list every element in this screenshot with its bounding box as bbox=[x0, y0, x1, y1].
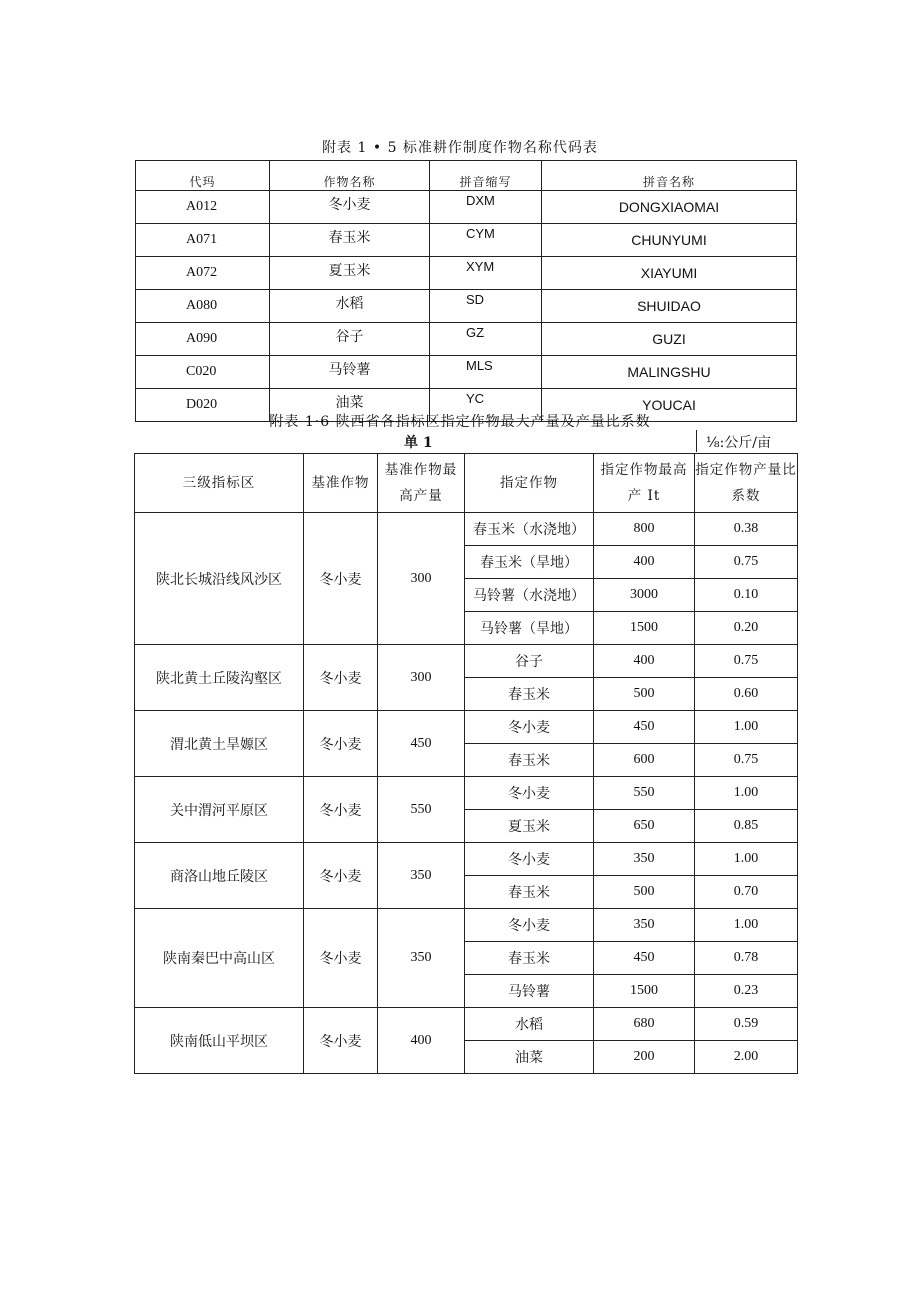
header-base-max-yield: 基准作物最高产量 bbox=[378, 454, 465, 513]
region-cell: 陕北黄土丘陵沟壑区 bbox=[135, 645, 304, 711]
table-row bbox=[135, 645, 798, 678]
base-crop-cell: 冬小麦 bbox=[304, 909, 378, 1008]
region-cell: 渭北黄土旱嫄区 bbox=[135, 711, 304, 777]
target-max-cell: 350 bbox=[594, 843, 695, 876]
table-row bbox=[136, 356, 797, 389]
ratio-cell: 1.00 bbox=[695, 843, 798, 876]
pinyin-cell: DONGXIAOMAI bbox=[542, 191, 797, 224]
table-row bbox=[136, 191, 797, 224]
header-code: 代玛 bbox=[136, 161, 270, 191]
target-max-cell: 500 bbox=[594, 678, 695, 711]
code-cell: A072 bbox=[136, 257, 270, 290]
base-max-cell: 350 bbox=[378, 843, 465, 909]
base-max-cell: 300 bbox=[378, 645, 465, 711]
crop-cell: 春玉米 bbox=[270, 224, 430, 257]
target-crop-cell: 冬小麦 bbox=[465, 777, 594, 810]
target-max-cell: 450 bbox=[594, 711, 695, 744]
base-crop-cell: 冬小麦 bbox=[304, 843, 378, 909]
header-target-crop: 指定作物 bbox=[465, 454, 594, 513]
crop-cell: 油菜 bbox=[270, 389, 430, 422]
table16-unit-label: 单 1 bbox=[404, 435, 433, 451]
code-cell: A071 bbox=[136, 224, 270, 257]
code-cell: D020 bbox=[136, 389, 270, 422]
table16-header-row bbox=[135, 454, 798, 513]
table-row bbox=[135, 513, 798, 546]
yield-ratio-table-body bbox=[135, 454, 798, 1074]
target-max-cell: 500 bbox=[594, 876, 695, 909]
base-max-cell: 450 bbox=[378, 711, 465, 777]
table-row bbox=[136, 290, 797, 323]
pinyin-cell: XIAYUMI bbox=[542, 257, 797, 290]
ratio-cell: 0.59 bbox=[695, 1008, 798, 1041]
ratio-cell: 0.75 bbox=[695, 645, 798, 678]
ratio-cell: 0.75 bbox=[695, 546, 798, 579]
pinyin-cell: CHUNYUMI bbox=[542, 224, 797, 257]
ratio-cell: 1.00 bbox=[695, 909, 798, 942]
header-pinyin-abbr: 拼音缩写 bbox=[430, 161, 542, 191]
target-crop-cell: 马铃薯（水浇地） bbox=[465, 579, 594, 612]
ratio-cell: 0.60 bbox=[695, 678, 798, 711]
table-row bbox=[135, 777, 798, 810]
code-cell: A012 bbox=[136, 191, 270, 224]
target-max-cell: 680 bbox=[594, 1008, 695, 1041]
code-cell: A090 bbox=[136, 323, 270, 356]
region-cell: 陕南秦巴中高山区 bbox=[135, 909, 304, 1008]
target-max-cell: 3000 bbox=[594, 579, 695, 612]
target-max-cell: 450 bbox=[594, 942, 695, 975]
header-region: 三级指标区 bbox=[135, 454, 304, 513]
code-cell: A080 bbox=[136, 290, 270, 323]
target-crop-cell: 马铃薯 bbox=[465, 975, 594, 1008]
unit-divider bbox=[696, 430, 697, 452]
target-max-cell: 650 bbox=[594, 810, 695, 843]
target-crop-cell: 水稻 bbox=[465, 1008, 594, 1041]
ratio-cell: 2.00 bbox=[695, 1041, 798, 1074]
header-crop-name: 作物名称 bbox=[270, 161, 430, 191]
target-crop-cell: 冬小麦 bbox=[465, 843, 594, 876]
base-crop-cell: 冬小麦 bbox=[304, 777, 378, 843]
table16-unit-value: ⅛:公斤/亩 bbox=[706, 435, 772, 451]
base-crop-cell: 冬小麦 bbox=[304, 1008, 378, 1074]
abbr-cell: SD bbox=[430, 290, 542, 323]
base-max-cell: 350 bbox=[378, 909, 465, 1008]
target-crop-cell: 春玉米 bbox=[465, 744, 594, 777]
ratio-cell: 0.20 bbox=[695, 612, 798, 645]
target-crop-cell: 油菜 bbox=[465, 1041, 594, 1074]
target-crop-cell: 春玉米 bbox=[465, 678, 594, 711]
target-crop-cell: 夏玉米 bbox=[465, 810, 594, 843]
abbr-cell: DXM bbox=[430, 191, 542, 224]
ratio-cell: 0.85 bbox=[695, 810, 798, 843]
region-cell: 陕北长城沿线风沙区 bbox=[135, 513, 304, 645]
header-target-max-yield: 指定作物最高产 It bbox=[594, 454, 695, 513]
yield-ratio-table bbox=[134, 453, 798, 1074]
crop-cell: 水稻 bbox=[270, 290, 430, 323]
ratio-cell: 0.75 bbox=[695, 744, 798, 777]
target-crop-cell: 马铃薯（旱地） bbox=[465, 612, 594, 645]
table-row bbox=[135, 711, 798, 744]
code-cell: C020 bbox=[136, 356, 270, 389]
abbr-cell: MLS bbox=[430, 356, 542, 389]
pinyin-cell: GUZI bbox=[542, 323, 797, 356]
ratio-cell: 0.23 bbox=[695, 975, 798, 1008]
base-max-cell: 400 bbox=[378, 1008, 465, 1074]
target-max-cell: 400 bbox=[594, 645, 695, 678]
ratio-cell: 1.00 bbox=[695, 711, 798, 744]
target-max-cell: 350 bbox=[594, 909, 695, 942]
region-cell: 陕南低山平坝区 bbox=[135, 1008, 304, 1074]
pinyin-cell: SHUIDAO bbox=[542, 290, 797, 323]
abbr-cell: CYM bbox=[430, 224, 542, 257]
header-pinyin-name: 拼音名称 bbox=[542, 161, 797, 191]
crop-cell: 夏玉米 bbox=[270, 257, 430, 290]
target-max-cell: 200 bbox=[594, 1041, 695, 1074]
table-row bbox=[136, 257, 797, 290]
table15-header-row bbox=[136, 161, 797, 191]
target-crop-cell: 冬小麦 bbox=[465, 711, 594, 744]
target-max-cell: 1500 bbox=[594, 975, 695, 1008]
target-crop-cell: 春玉米 bbox=[465, 942, 594, 975]
crop-cell: 冬小麦 bbox=[270, 191, 430, 224]
ratio-cell: 0.38 bbox=[695, 513, 798, 546]
base-crop-cell: 冬小麦 bbox=[304, 645, 378, 711]
ratio-cell: 1.00 bbox=[695, 777, 798, 810]
target-crop-cell: 谷子 bbox=[465, 645, 594, 678]
ratio-cell: 0.10 bbox=[695, 579, 798, 612]
table-row bbox=[135, 1008, 798, 1041]
target-crop-cell: 春玉米（水浇地） bbox=[465, 513, 594, 546]
ratio-cell: 0.70 bbox=[695, 876, 798, 909]
crop-code-table bbox=[135, 160, 797, 422]
header-base-crop: 基准作物 bbox=[304, 454, 378, 513]
target-max-cell: 1500 bbox=[594, 612, 695, 645]
target-max-cell: 800 bbox=[594, 513, 695, 546]
base-crop-cell: 冬小麦 bbox=[304, 711, 378, 777]
target-max-cell: 550 bbox=[594, 777, 695, 810]
abbr-cell: XYM bbox=[430, 257, 542, 290]
table16-caption: 附表 1·6 陕西省各指标区指定作物最大产量及产量比系数 bbox=[269, 414, 651, 430]
table-row bbox=[136, 224, 797, 257]
base-max-cell: 300 bbox=[378, 513, 465, 645]
region-cell: 关中渭河平原区 bbox=[135, 777, 304, 843]
ratio-cell: 0.78 bbox=[695, 942, 798, 975]
table15-caption: 附表 1 • 5 标准耕作制度作物名称代码表 bbox=[322, 140, 598, 156]
target-crop-cell: 春玉米 bbox=[465, 876, 594, 909]
target-max-cell: 400 bbox=[594, 546, 695, 579]
base-crop-cell: 冬小麦 bbox=[304, 513, 378, 645]
target-max-cell: 600 bbox=[594, 744, 695, 777]
pinyin-cell: MALINGSHU bbox=[542, 356, 797, 389]
crop-cell: 马铃薯 bbox=[270, 356, 430, 389]
table-row bbox=[135, 843, 798, 876]
region-cell: 商洛山地丘陵区 bbox=[135, 843, 304, 909]
abbr-cell: YC bbox=[430, 389, 542, 422]
crop-cell: 谷子 bbox=[270, 323, 430, 356]
target-crop-cell: 冬小麦 bbox=[465, 909, 594, 942]
table-row bbox=[136, 323, 797, 356]
abbr-cell: GZ bbox=[430, 323, 542, 356]
target-crop-cell: 春玉米（旱地） bbox=[465, 546, 594, 579]
base-max-cell: 550 bbox=[378, 777, 465, 843]
header-yield-ratio: 指定作物产量比系数 bbox=[695, 454, 798, 513]
pinyin-cell: YOUCAI bbox=[542, 389, 797, 422]
table-row bbox=[135, 909, 798, 942]
